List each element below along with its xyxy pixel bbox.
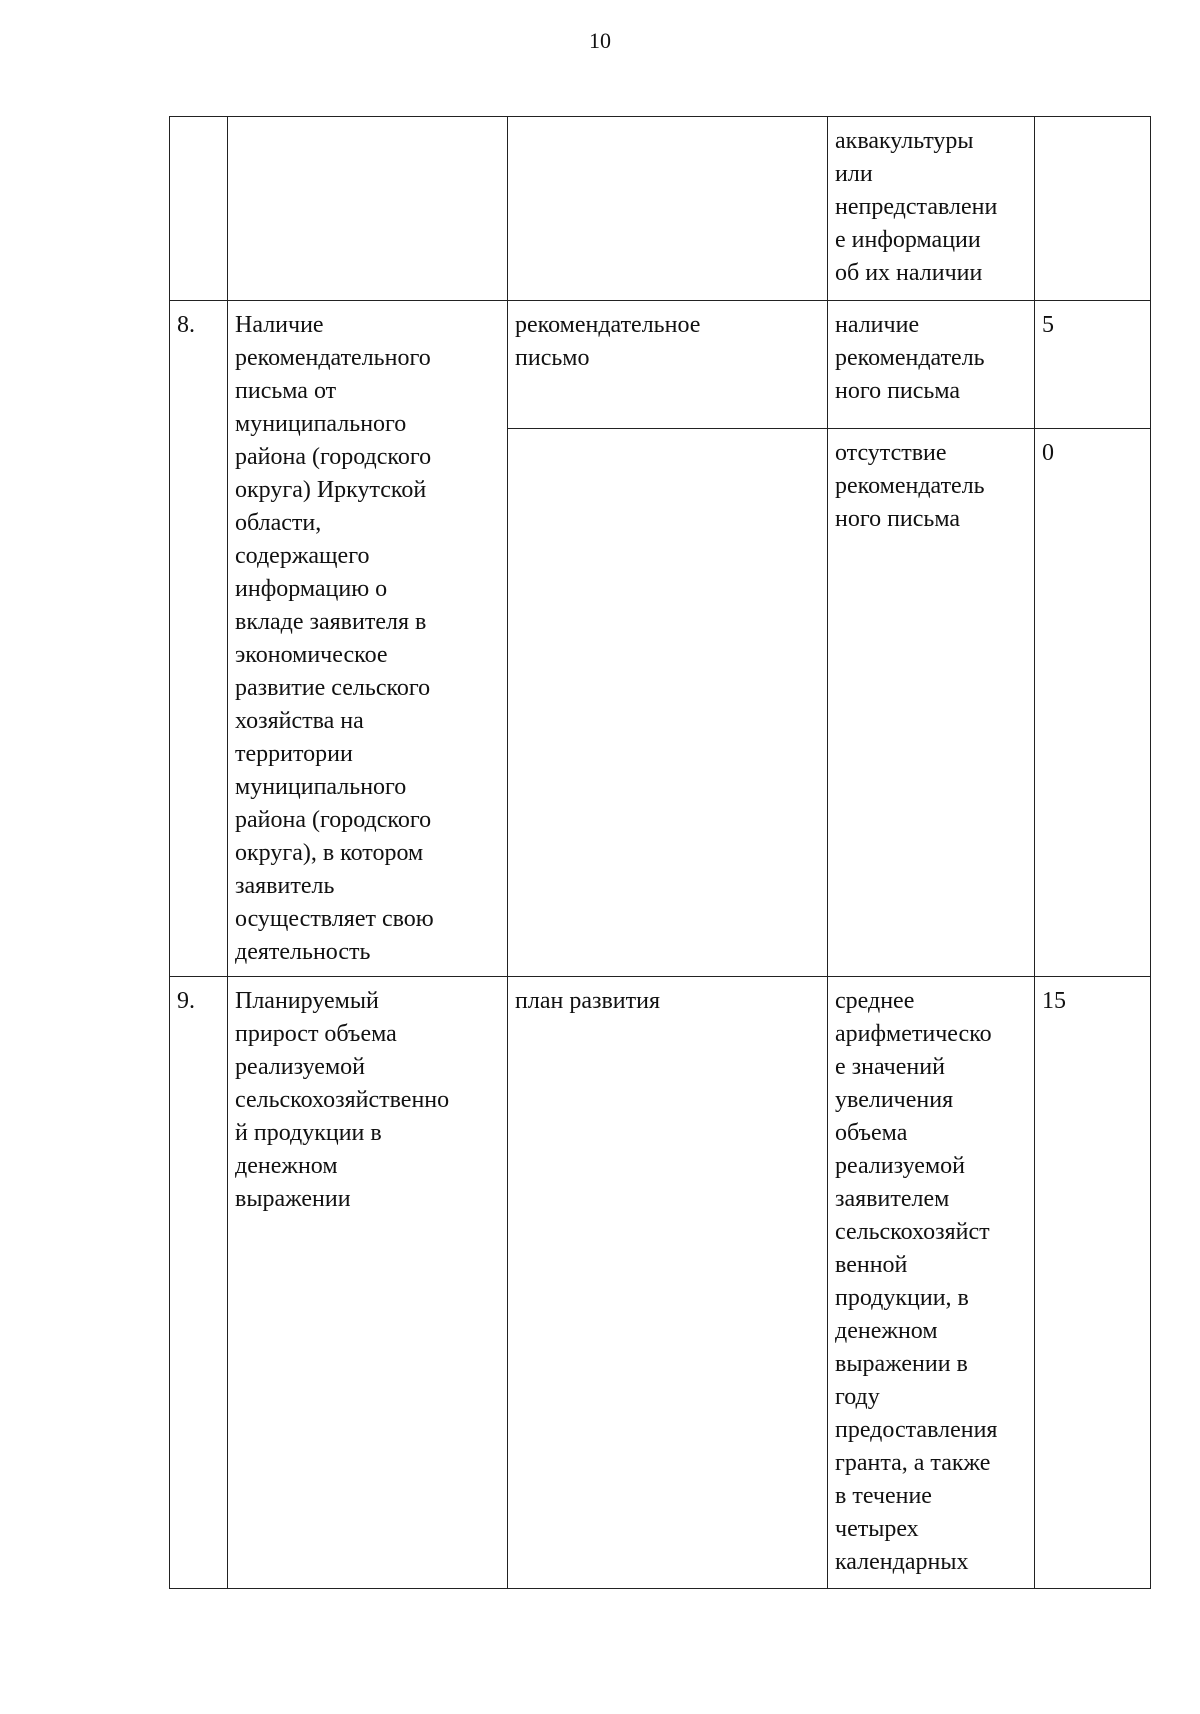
document-cell [508, 301, 828, 429]
condition-text: среднее арифметическо е значений увеличения объема реализуемой заявителем сельскохозяйст венной продукции, в денежном выражении в году предоставления гранта, а также в течение четырех календарных [835, 988, 998, 1575]
table-row-continuation [170, 117, 1151, 301]
row-number-cell [170, 301, 228, 977]
condition-text: аквакультуры или непредставлени е информации об их наличии [835, 128, 998, 286]
condition-cell [828, 977, 1035, 1589]
criterion-cell [228, 117, 508, 301]
score-value: 0 [1042, 440, 1054, 466]
criteria-table [169, 116, 1151, 1589]
criterion-text: Планируемый прирост объема реализуемой сельскохозяйственно й продукции в денежном выражении [235, 988, 450, 1212]
document-cell [508, 977, 828, 1589]
condition-cell [828, 301, 1035, 429]
row-number-cell [170, 117, 228, 301]
score-value: 15 [1042, 988, 1066, 1014]
row-number: 9. [177, 988, 195, 1014]
score-cell [1035, 429, 1151, 977]
condition-text: отсутствие рекомендатель ного письма [835, 440, 985, 532]
document-cell [508, 117, 828, 301]
criterion-text: Наличие рекомендательного письма от муниципального района (городского округа) Иркутской области, содержащего информацию о вкладе заявителя в экономическое развитие сельского хозяйства на территории муниципального района (городского округа), в котором заявитель осуществляет свою деятельность [235, 312, 434, 965]
document-cell [508, 429, 828, 977]
condition-cell [828, 429, 1035, 977]
document-text: план развития [515, 988, 660, 1014]
row-number-cell [170, 977, 228, 1589]
condition-text: наличие рекомендатель ного письма [835, 312, 985, 404]
table-row-8a [170, 301, 1151, 429]
document-text: рекомендательное письмо [515, 312, 701, 371]
page-number: 10 [589, 28, 611, 53]
condition-cell [828, 117, 1035, 301]
score-cell [1035, 977, 1151, 1589]
score-cell [1035, 117, 1151, 301]
score-cell [1035, 301, 1151, 429]
score-value: 5 [1042, 312, 1054, 338]
criterion-cell [228, 977, 508, 1589]
criterion-cell [228, 301, 508, 977]
row-number: 8. [177, 312, 195, 338]
table-row-9 [170, 977, 1151, 1589]
